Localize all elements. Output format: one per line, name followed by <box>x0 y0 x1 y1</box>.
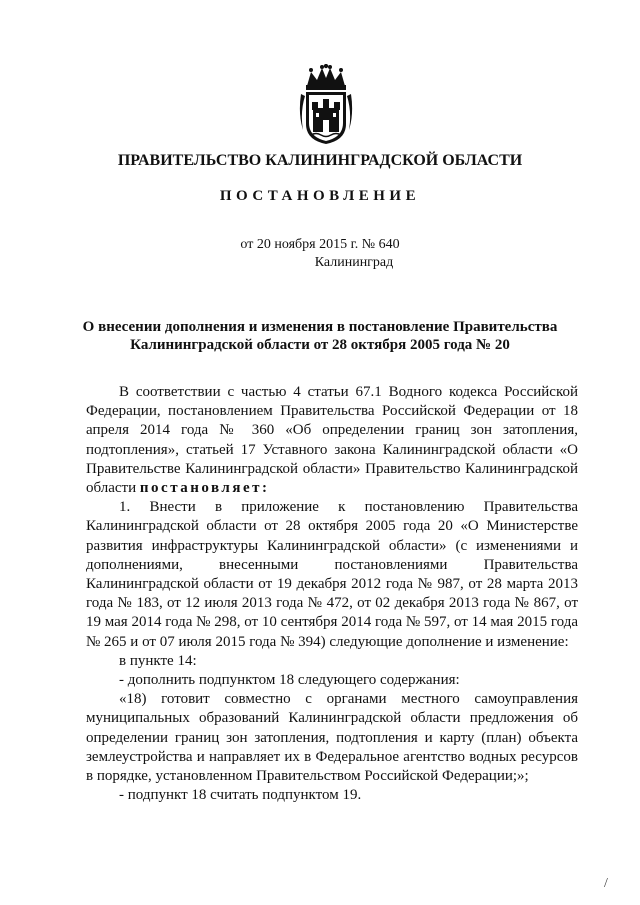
scan-mark: / <box>604 876 608 891</box>
add-subpoint-paragraph: - дополнить подпунктом 18 следующего содержания: <box>119 672 460 689</box>
decree-word: постановляет: <box>139 480 270 497</box>
preamble-paragraph <box>86 383 578 498</box>
document-body <box>86 383 578 805</box>
document-type: ПОСТАНОВЛЕНИЕ <box>219 188 421 204</box>
preamble-text: В соответствии с частью 4 статьи 67.1 Водного кодекса Российской Федерации, постановлением Правительства Российской Федерации от 18 апреля 2014 года № 360 «Об определении границ зон затопления, подтопления», статьей 17 Уставного закона Калининградской области «О Правительстве Калининградской области» Правительство Калининградской области <box>86 384 578 497</box>
document-subject <box>0 318 640 354</box>
document-date-number: от 20 ноября 2015 г. № 640 <box>240 237 400 252</box>
kaliningrad-coat-of-arms-icon <box>297 64 355 146</box>
document-city: Калининград <box>314 255 394 270</box>
subject-line-1: О внесении дополнения и изменения в постановление Правительства <box>82 319 558 335</box>
renumber-paragraph: - подпункт 18 считать подпунктом 19. <box>119 787 362 804</box>
organization-name: ПРАВИТЕЛЬСТВО КАЛИНИНГРАДСКОЙ ОБЛАСТИ <box>117 152 523 169</box>
subject-line-2: Калининградской области от 28 октября 2005 года № 20 <box>130 337 510 353</box>
item-1-paragraph: 1. Внести в приложение к постановлению Правительства Калининградской области от 28 октября 2005 года 20 «О Министерстве развития инфраструктуры Калининградской области» (с изменениями и дополнениями, внесенными постановлениями Правительства Калининградской области от 19 декабря 2012 года № 987, от 28 марта 2013 года № 183, от 12 июля 2013 года № 472, от 02 декабря 2013 года № 867, от 19 мая 2014 года № 298, от 10 сентября 2014 года № 597, от 14 мая 2015 года № 265 и от 07 июля 2015 года № 394) следующие дополнение и изменение: <box>86 499 578 650</box>
quoted-subpoint-paragraph: «18) готовит совместно с органами местного самоуправления муниципальных образований Калининградской области предложения об определении границ зон затопления, подтопления и карту (план) объекта землеустройства и направляет их в Федеральное агентство водных ресурсов в порядке, установленном Правительством Российской Федерации;»; <box>86 691 578 785</box>
point-paragraph: в пункте 14: <box>119 652 197 669</box>
